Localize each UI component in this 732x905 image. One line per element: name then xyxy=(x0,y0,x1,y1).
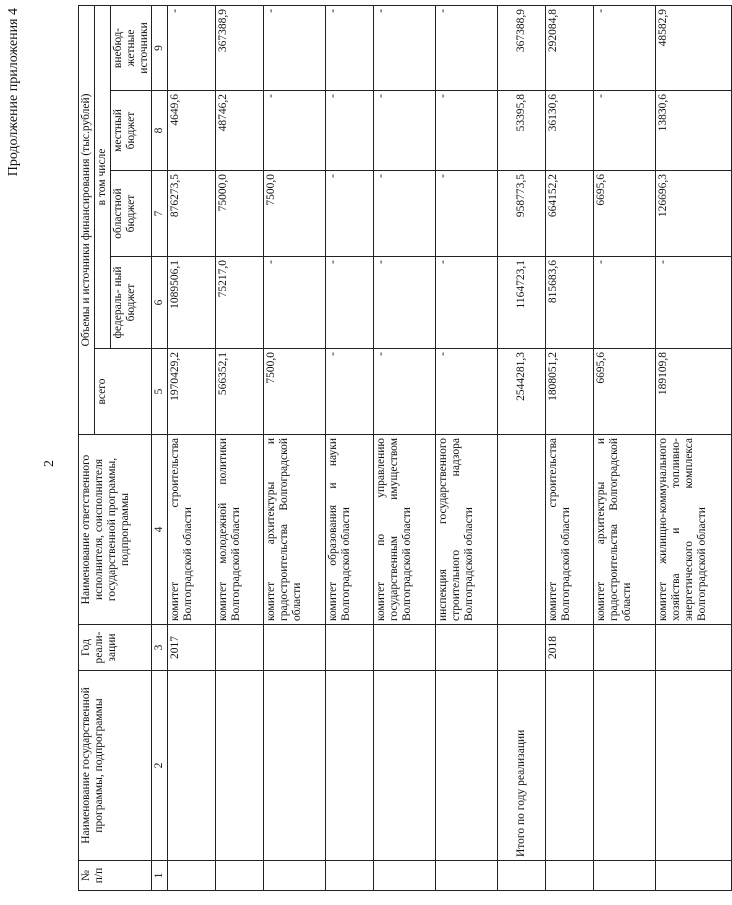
row-number xyxy=(374,861,436,891)
row-year xyxy=(594,625,656,671)
program-name xyxy=(168,671,216,861)
col-number-8: 8 xyxy=(152,91,168,171)
header-number: № п/п xyxy=(79,861,152,891)
local-value: - xyxy=(374,91,436,171)
federal-value: 1164723,1 xyxy=(498,257,546,349)
local-value: 36130,6 xyxy=(546,91,594,171)
appendix-caption: Продолжение приложения 4 xyxy=(6,8,21,177)
regional-value: - xyxy=(326,171,374,257)
federal-value: - xyxy=(436,257,498,349)
executor-name: комитет жилищно-коммунального хозяйства и топливно-энергетического комплекса Волгоградской области xyxy=(656,435,732,625)
total-value: 7500,0 xyxy=(264,349,326,435)
local-value: - xyxy=(326,91,374,171)
executor-name: комитет архитектуры и градостроительства Волгоградской области xyxy=(264,435,326,625)
col-number-7: 7 xyxy=(152,171,168,257)
local-value: 48746,2 xyxy=(216,91,264,171)
total-value: 2544281,3 xyxy=(498,349,546,435)
table-row xyxy=(498,5,546,890)
federal-value: 815683,6 xyxy=(546,257,594,349)
regional-value: - xyxy=(436,171,498,257)
row-year xyxy=(216,625,264,671)
header-year: Год реали- зации xyxy=(79,625,152,671)
executor-name: комитет молодежной политики Волгоградской области xyxy=(216,435,264,625)
header-funding: Объемы и источники финансирования (тыс.рублей) xyxy=(79,5,95,434)
header-including: в том числе xyxy=(94,5,110,348)
program-name xyxy=(374,671,436,861)
row-number xyxy=(216,861,264,891)
extra-value: - xyxy=(374,5,436,90)
federal-value: - xyxy=(656,257,732,349)
program-name xyxy=(264,671,326,861)
executor-name: комитет образования и науки Волгоградской области xyxy=(326,435,374,625)
extra-value: 292084,8 xyxy=(546,5,594,90)
table-row xyxy=(594,5,656,890)
table-row xyxy=(216,5,264,890)
extra-value: - xyxy=(168,5,216,90)
row-year: 2017 xyxy=(168,625,216,671)
row-number xyxy=(594,861,656,891)
total-value: 1970429,2 xyxy=(168,349,216,435)
row-number xyxy=(546,861,594,891)
col-number-5: 5 xyxy=(152,349,168,435)
page-number: 2 xyxy=(42,460,57,467)
total-value: - xyxy=(436,349,498,435)
header-regional: областной бюджет xyxy=(110,171,152,257)
local-value: - xyxy=(594,91,656,171)
extra-value: 367388,9 xyxy=(216,5,264,90)
program-name xyxy=(436,671,498,861)
extra-value: 367388,9 xyxy=(498,5,546,90)
total-value: 566352,1 xyxy=(216,349,264,435)
extra-value: - xyxy=(594,5,656,90)
table-row xyxy=(656,5,732,890)
program-name xyxy=(546,671,594,861)
table-row xyxy=(436,5,498,890)
federal-value: 75217,0 xyxy=(216,257,264,349)
col-number-9: 9 xyxy=(152,5,168,90)
regional-value: - xyxy=(374,171,436,257)
program-name xyxy=(216,671,264,861)
executor-name: комитет архитектуры и градостроительства Волгоградской области xyxy=(594,435,656,625)
regional-value: 75000,0 xyxy=(216,171,264,257)
extra-value: 48582,9 xyxy=(656,5,732,90)
funding-table xyxy=(78,5,732,891)
header-federal: федераль- ный бюджет xyxy=(110,257,152,349)
executor-name: комитет по управлению государственным имуществом Волгоградской области xyxy=(374,435,436,625)
program-name xyxy=(656,671,732,861)
regional-value: 664152,2 xyxy=(546,171,594,257)
local-value: 13830,6 xyxy=(656,91,732,171)
row-number xyxy=(498,861,546,891)
table-row xyxy=(326,5,374,890)
row-year xyxy=(374,625,436,671)
extra-value: - xyxy=(436,5,498,90)
executor-name: комитет строительства Волгоградской области xyxy=(168,435,216,625)
regional-value: 958773,5 xyxy=(498,171,546,257)
row-number xyxy=(326,861,374,891)
table-row xyxy=(374,5,436,890)
local-value: - xyxy=(436,91,498,171)
extra-value: - xyxy=(326,5,374,90)
row-year: 2018 xyxy=(546,625,594,671)
table-row xyxy=(546,5,594,890)
executor-name xyxy=(498,435,546,625)
col-number-4: 4 xyxy=(152,435,168,625)
col-number-3: 3 xyxy=(152,625,168,671)
total-value: - xyxy=(374,349,436,435)
total-value: 1808051,2 xyxy=(546,349,594,435)
row-year xyxy=(326,625,374,671)
row-number xyxy=(436,861,498,891)
header-program: Наименование государственной программы, подпрограммы xyxy=(79,671,152,861)
federal-value: 1089506,1 xyxy=(168,257,216,349)
federal-value: - xyxy=(264,257,326,349)
program-name xyxy=(594,671,656,861)
header-extra: внебюд- жетные источники xyxy=(110,5,152,90)
row-number xyxy=(168,861,216,891)
total-value: 189109,8 xyxy=(656,349,732,435)
local-value: 53395,8 xyxy=(498,91,546,171)
row-year xyxy=(656,625,732,671)
regional-value: 876273,5 xyxy=(168,171,216,257)
table-body xyxy=(168,5,732,890)
header-total: всего xyxy=(94,349,152,435)
local-value: - xyxy=(264,91,326,171)
header-local: местный бюджет xyxy=(110,91,152,171)
col-number-2: 2 xyxy=(152,671,168,861)
local-value: 4649,6 xyxy=(168,91,216,171)
col-number-1: 1 xyxy=(152,861,168,891)
col-number-6: 6 xyxy=(152,257,168,349)
row-number xyxy=(264,861,326,891)
program-name: Итого по году реализации xyxy=(498,671,546,861)
row-year xyxy=(498,625,546,671)
federal-value: - xyxy=(326,257,374,349)
total-value: - xyxy=(326,349,374,435)
row-number xyxy=(656,861,732,891)
row-year xyxy=(436,625,498,671)
regional-value: 6695,6 xyxy=(594,171,656,257)
executor-name: инспекция государственного строительного надзора Волгоградской области xyxy=(436,435,498,625)
table-row xyxy=(168,5,216,890)
regional-value: 7500,0 xyxy=(264,171,326,257)
row-year xyxy=(264,625,326,671)
federal-value: - xyxy=(374,257,436,349)
executor-name: комитет строительства Волгоградской области xyxy=(546,435,594,625)
regional-value: 126696,3 xyxy=(656,171,732,257)
extra-value: - xyxy=(264,5,326,90)
total-value: 6695,6 xyxy=(594,349,656,435)
federal-value: - xyxy=(594,257,656,349)
table-row xyxy=(264,5,326,890)
program-name xyxy=(326,671,374,861)
header-executor: Наименование ответственного исполнителя, соисполнителя государственной программы, подпрограммы xyxy=(79,435,152,625)
